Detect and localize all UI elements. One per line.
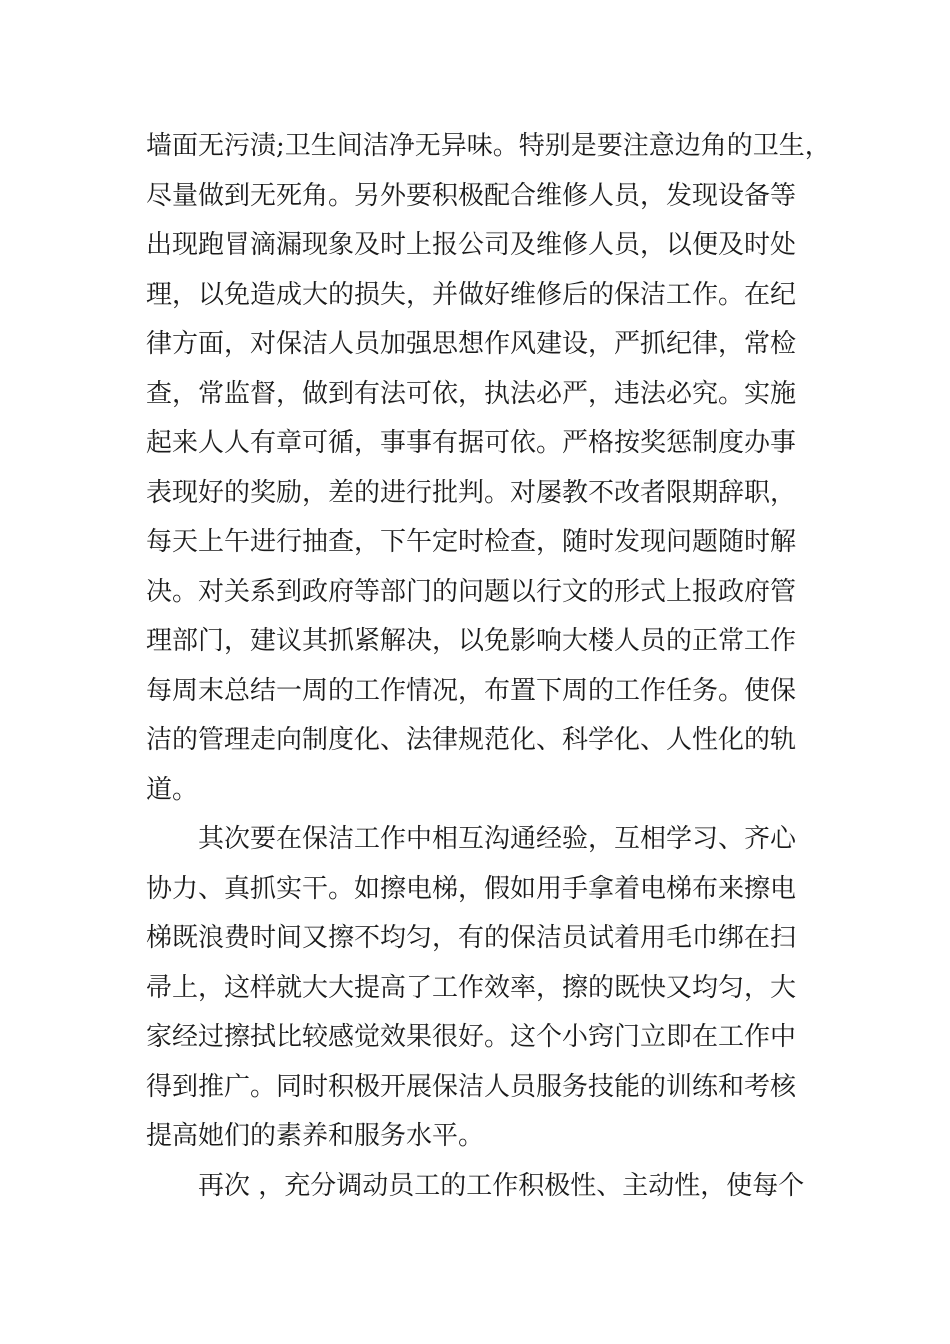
paragraph-1 — [146, 122, 831, 815]
paragraph-3 — [146, 1162, 816, 1212]
text-line: 家经过擦拭比较感觉效果很好。这个小窍门立即在工作中 — [146, 1022, 797, 1052]
text-line: 每周末总结一周的工作情况，布置下周的工作任务。使保 — [146, 675, 797, 706]
text-line: 其次要在保洁工作中相互沟通经验，互相学习、齐心 — [198, 824, 797, 854]
document-body — [146, 122, 831, 1211]
text-line: 再次 ，充分调动员工的工作积极性、主动性，使每个 — [198, 1170, 805, 1201]
text-line: 表现好的奖励，差的进行批判。对屡教不改者限期辞职， — [146, 477, 797, 508]
text-line: 梯既浪费时间又擦不均匀，有的保洁员试着用毛巾绑在扫 — [146, 923, 797, 953]
text-line: 理部门，建议其抓紧解决，以免影响大楼人员的正常工作 — [146, 626, 797, 656]
text-line: 律方面，对保洁人员加强思想作风建设，严抓纪律，常检 — [146, 329, 797, 359]
text-line: 得到推广。同时积极开展保洁人员服务技能的训练和考核 — [146, 1071, 797, 1102]
text-line: 查，常监督，做到有法可依，执法必严，违法必究。实施 — [146, 378, 797, 409]
text-line: 每天上午进行抽查，下午定时检查，随时发现问题随时解 — [146, 527, 797, 557]
text-line: 协力、真抓实干。如擦电梯，假如用手拿着电梯布来擦电 — [146, 873, 797, 904]
text-line: 起来人人有章可循，事事有据可依。严格按奖惩制度办事 — [146, 428, 797, 458]
text-line: 墙面无污渍;卫生间洁净无异味。特别是要注意边角的卫生， — [146, 131, 831, 161]
text-line: 道。 — [146, 774, 199, 805]
text-line: 决。对关系到政府等部门的问题以行文的形式上报政府管 — [146, 576, 797, 607]
text-line: 理，以免造成大的损失，并做好维修后的保洁工作。在纪 — [146, 279, 797, 310]
paragraph-2 — [146, 815, 816, 1162]
text-line: 提高她们的素养和服务水平。 — [146, 1121, 485, 1151]
text-line: 洁的管理走向制度化、法律规范化、科学化、人性化的轨 — [146, 725, 797, 755]
text-line: 尽量做到无死角。另外要积极配合维修人员，发现设备等 — [146, 180, 797, 211]
text-line: 出现跑冒滴漏现象及时上报公司及维修人员，以便及时处 — [146, 230, 797, 260]
text-line: 帚上，这样就大大提高了工作效率，擦的既快又均匀，大 — [146, 972, 797, 1003]
